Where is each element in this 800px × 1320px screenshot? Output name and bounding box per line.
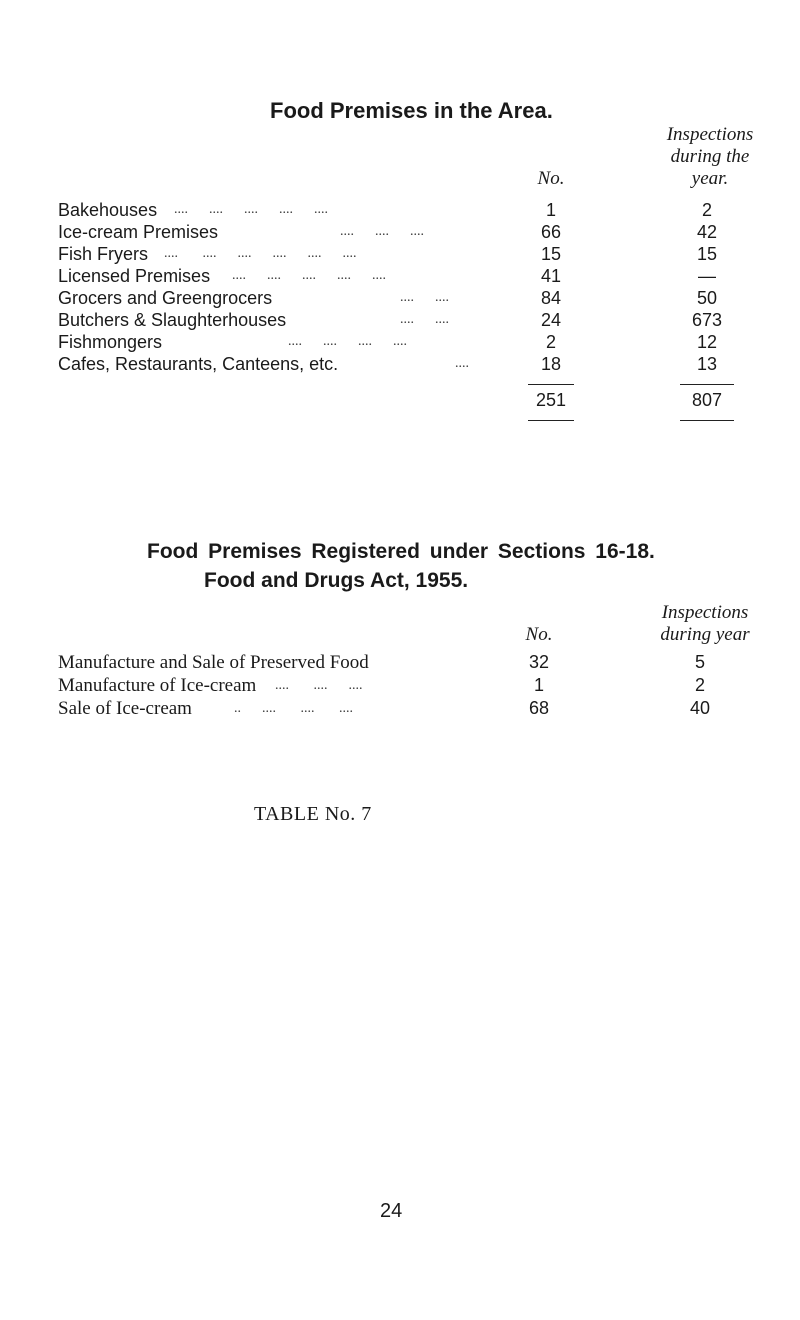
leader-dots: .... .... .... .... .... ....	[164, 246, 357, 261]
table-row	[0, 675, 800, 699]
section2-title: Food Premises Registered under Sections 16-18.	[147, 540, 655, 563]
row-inspections: —	[698, 266, 716, 286]
row-no: 15	[540, 244, 562, 264]
leader-dots: .... .... .... .... ....	[174, 202, 328, 217]
row-no: 32	[528, 652, 550, 672]
section2-subtitle: Food and Drugs Act, 1955.	[204, 569, 469, 592]
row-inspections: 2	[701, 200, 712, 220]
section1-col-inspections	[640, 124, 780, 190]
leader-dots: .... .... ....	[340, 224, 424, 239]
leader-dots: .... .... .... ....	[288, 334, 407, 349]
row-label: Grocers and Greengrocers	[58, 288, 273, 308]
row-no: 24	[540, 310, 562, 330]
section2-col-inspections	[630, 602, 780, 646]
section2-col-no: No.	[525, 624, 553, 645]
total-rule-bottom-inspections	[680, 420, 734, 421]
row-no: 1	[545, 200, 556, 220]
section1-col-inspections-line1: Inspections	[666, 124, 754, 145]
leader-dots: .... .... .... .... ....	[232, 268, 386, 283]
row-inspections: 12	[696, 332, 718, 352]
leader-dots: .... ....	[400, 290, 449, 305]
table-row	[0, 354, 800, 376]
row-label: Licensed Premises	[58, 266, 211, 286]
row-inspections: 2	[694, 675, 705, 695]
page-number: 24	[380, 1200, 403, 1222]
row-no: 2	[545, 332, 556, 352]
leader-dots: .... ....	[400, 312, 449, 327]
row-inspections: 42	[696, 222, 718, 242]
table-row	[0, 652, 800, 676]
total-rule-top-no	[528, 384, 574, 385]
row-inspections: 50	[696, 288, 718, 308]
table-row	[0, 266, 800, 288]
section2-col-inspections-line1: Inspections	[661, 602, 749, 623]
section1-col-no: No.	[537, 168, 565, 189]
row-label: Fishmongers	[58, 332, 163, 352]
row-no: 18	[540, 354, 562, 374]
total-no: 251	[535, 390, 567, 410]
row-label: Ice-cream Premises	[58, 222, 219, 242]
table-row	[0, 200, 800, 222]
table-row	[0, 288, 800, 310]
table-row	[0, 698, 800, 722]
row-inspections: 40	[689, 698, 711, 718]
row-label: Cafes, Restaurants, Canteens, etc.	[58, 354, 339, 374]
leader-dots: .... .... ....	[275, 678, 363, 693]
row-inspections: 673	[691, 310, 723, 330]
row-inspections: 5	[694, 652, 705, 672]
row-no: 68	[528, 698, 550, 718]
row-label: Manufacture and Sale of Preserved Food	[58, 652, 369, 673]
row-no: 66	[540, 222, 562, 242]
row-no: 41	[540, 266, 562, 286]
section1-col-inspections-line3: year.	[691, 168, 729, 189]
row-label: Fish Fryers	[58, 244, 148, 264]
row-no: 84	[540, 288, 562, 308]
total-rule-top-inspections	[680, 384, 734, 385]
total-inspections: 807	[691, 390, 723, 410]
leader-dots: .. .... .... ....	[234, 701, 353, 716]
section2-col-inspections-line2: during year	[660, 624, 750, 645]
row-label: Sale of Ice-cream	[58, 698, 192, 719]
row-no: 1	[533, 675, 544, 695]
row-label: Butchers & Slaughterhouses	[58, 310, 287, 330]
row-label: Manufacture of Ice-cream	[58, 675, 257, 696]
section1-title: Food Premises in the Area.	[270, 98, 553, 123]
row-label: Bakehouses	[58, 200, 158, 220]
table-row	[0, 310, 800, 332]
table-row	[0, 332, 800, 354]
table-row	[0, 222, 800, 244]
table-row	[0, 244, 800, 266]
table-label: TABLE No. 7	[254, 803, 372, 825]
row-inspections: 15	[696, 244, 718, 264]
total-rule-bottom-no	[528, 420, 574, 421]
leader-dots: ....	[455, 356, 469, 371]
section1-col-inspections-line2: during the	[670, 146, 750, 167]
row-inspections: 13	[696, 354, 718, 374]
